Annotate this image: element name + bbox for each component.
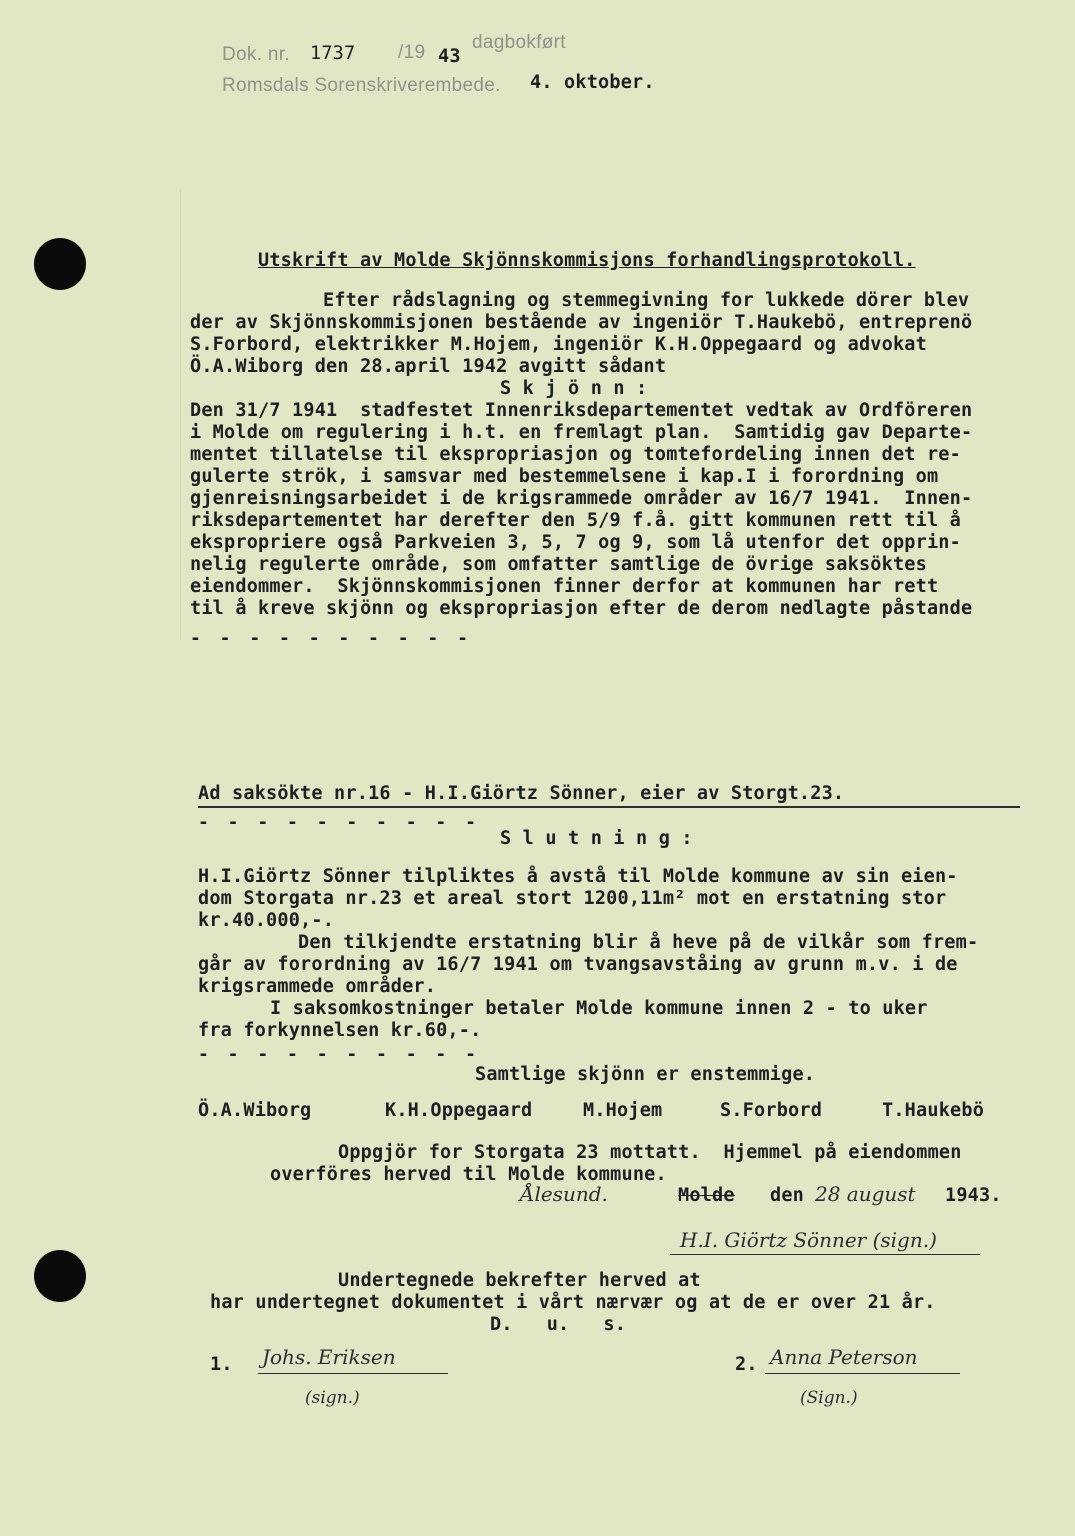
witness-underline [258, 1373, 448, 1374]
witness-number: 2. [735, 1354, 758, 1375]
dash-separator: - - - - - - - - - - [198, 812, 480, 833]
settlement-line: Oppgjör for Storgata 23 mottatt. Hjemmel på eiendommen [338, 1142, 962, 1163]
body-line: S.Forbord, elektrikker M.Hojem, ingeniör K.H.Oppegaard og advokat [190, 334, 927, 355]
slutning-line: kr.40.000,-. [198, 910, 335, 931]
slutning-line: går av forordning av 16/7 1941 om tvangsavståing av grunn m.v. i de [198, 954, 958, 975]
handwritten-signature: H.I. Giörtz Sönner (sign.) [680, 1228, 937, 1252]
den-word: den [770, 1185, 805, 1206]
signature-underline [670, 1254, 980, 1255]
place-date-year: 1943. [945, 1185, 1002, 1206]
witness-sign-note: (sign.) [305, 1388, 360, 1408]
margin-line [180, 190, 181, 640]
slutning-line: H.I.Giörtz Sönner tilpliktes å avstå til Molde kommune av sin eien- [198, 866, 958, 887]
handwritten-date: 28 august [815, 1182, 916, 1206]
header-date: 4. oktober. [530, 72, 655, 93]
stamp-dok-nr: Dok. nr. [222, 44, 290, 65]
slutning-line: I saksomkostninger betaler Molde kommune innen 2 - to uker [270, 998, 928, 1019]
body-line: nelig regulerte område, som omfatter samtlige de övrige saksöktes [190, 554, 927, 575]
witness-underline [765, 1373, 960, 1374]
witness-line: har undertegnet dokumentet i vårt nærvær og at de er over 21 år. [210, 1292, 936, 1313]
member-name: Ö.A.Wiborg [198, 1100, 312, 1121]
body-line: Efter rådslagning og stemmegivning for lukkede dörer blev [323, 290, 970, 311]
typed-place-struck: Molde [678, 1185, 735, 1206]
dash-separator: - - - - - - - - - - [190, 628, 472, 649]
body-line: i Molde om regulering i h.t. en fremlagt plan. Samtidig gav Departe- [190, 422, 973, 443]
settlement-line: overföres herved til Molde kommune. [270, 1164, 667, 1185]
slutning-line: krigsrammede områder. [198, 976, 437, 997]
witness-line: Undertegnede bekrefter herved at [338, 1270, 701, 1291]
case-heading: Ad saksökte nr.16 - H.I.Giörtz Sönner, eier av Storgt.23. [198, 783, 845, 804]
unanimous-line: Samtlige skjönn er enstemmige. [475, 1064, 816, 1085]
member-name: M.Hojem [583, 1100, 663, 1121]
body-line: til å kreve skjönn og ekspropriasjon efter de derom nedlagte påstande [190, 598, 973, 619]
document-title: Utskrift av Molde Skjönnskommisjons forhandlingsprotokoll. [258, 250, 916, 271]
witness-number: 1. [210, 1354, 233, 1375]
body-line: riksdepartementet har derefter den 5/9 f.å. gitt kommunen rett til å [190, 510, 961, 531]
member-name: S.Forbord [720, 1100, 823, 1121]
body-line: gjenreisningsarbeidet i de krigsrammede områder av 16/7 1941. Innen- [190, 488, 973, 509]
case-heading-underline [198, 806, 1020, 808]
slutning-line: dom Storgata nr.23 et areal stort 1200,11m² mot en erstatning stor [198, 888, 947, 909]
member-name: T.Haukebö [882, 1100, 985, 1121]
witness-sign-note: (Sign.) [800, 1388, 858, 1408]
witness-signature: Anna Peterson [770, 1345, 918, 1369]
slutning-line: Den tilkjendte erstatning blir å heve på de vilkår som frem- [298, 932, 979, 953]
body-line: Ö.A.Wiborg den 28.april 1942 avgitt sådant [190, 356, 667, 377]
skjonn-heading: S k j ö n n : [500, 378, 648, 399]
body-line: Den 31/7 1941 stadfestet Innenriksdepartementet vedtak av Ordföreren [190, 400, 973, 421]
punch-hole-top [34, 238, 86, 290]
dash-separator: - - - - - - - - - - [198, 1044, 480, 1065]
doc-number: 1737 [310, 43, 356, 64]
body-line: der av Skjönnskommisjonen bestående av ingeniör T.Haukebö, entreprenö [190, 312, 973, 333]
member-name: K.H.Oppegaard [385, 1100, 533, 1121]
body-line: eiendommer. Skjönnskommisjonen finner derfor at kommunen har rett [190, 576, 939, 597]
stamp-embede: Romsdals Sorenskriverembede. [222, 75, 501, 96]
dus-line: D. u. s. [490, 1314, 627, 1335]
body-line: gulerte strök, i samsvar med bestemmelsene i kap.I i forordning om [190, 466, 939, 487]
body-line: ekspropriere også Parkveien 3, 5, 7 og 9, som lå utenfor det opprin- [190, 532, 961, 553]
stamp-dagbokfort: dagbokført [472, 32, 566, 53]
stamp-year-prefix: /19 [398, 42, 426, 63]
witness-signature: Johs. Eriksen [262, 1345, 396, 1369]
body-line: mentet tillatelse til ekspropriasjon og tomtefordeling innen det re- [190, 444, 961, 465]
slutning-heading: S l u t n i n g : [500, 828, 693, 849]
slutning-line: fra forkynnelsen kr.60,-. [198, 1020, 482, 1041]
year-suffix: 43 [438, 46, 461, 67]
handwritten-place: Ålesund. [520, 1182, 608, 1206]
punch-hole-bottom [34, 1250, 86, 1302]
